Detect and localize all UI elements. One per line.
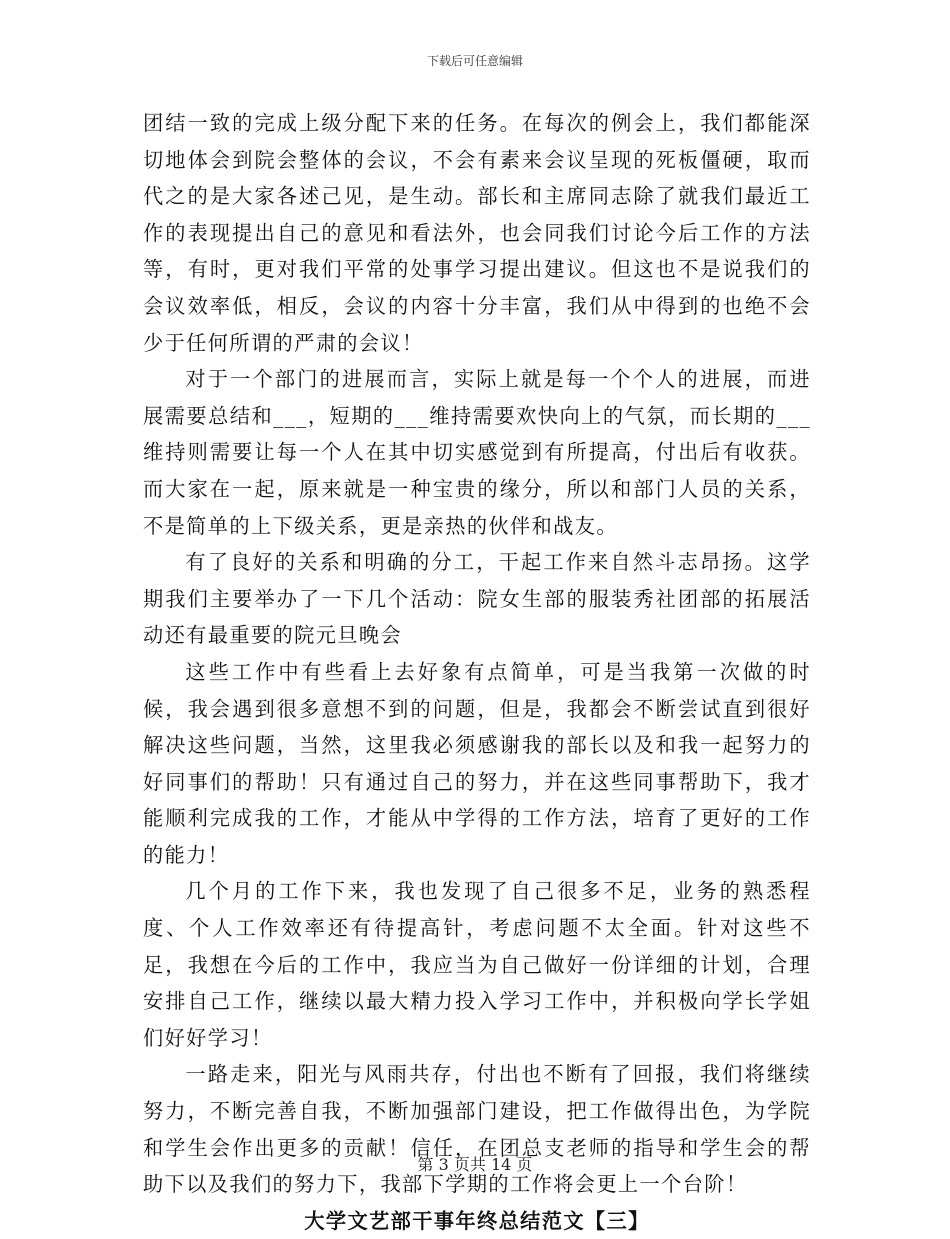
page-header: 下载后可任意编辑 (426, 54, 523, 68)
paragraph-2: 对于一个部门的进展而言，实际上就是每一个个人的进展，而进展需要总结和___，短期的___维持需要欢快向上的气氛，而长期的___维持则需要让每一个人在其中切实感觉到有所提高，付出后有收获。而大家在一起，原来就是一种宝贵的缘分，所以和部门人员的关系，不是简单的上下级关系，更是亲热的伙伴和战友。 (143, 367, 811, 538)
paragraph-4: 这些工作中有些看上去好象有点简单，可是当我第一次做的时候，我会遇到很多意想不到的问题，但是，我都会不断尝试直到很好解决这些问题，当然，这里我必须感谢我的部长以及和我一起努力的好同事们的帮助！只有通过自己的努力，并在这些同事帮助下，我才能顺利完成我的工作，才能从中学得的工作方法，培育了更好的工作的能力！ (143, 659, 811, 867)
section-title: 大学文艺部干事年终总结范文【三】 (304, 1208, 650, 1233)
paragraph-6: 一路走来，阳光与风雨共存，付出也不断有了回报，我们将继续努力，不断完善自我，不断加强部门建设，把工作做得出色，为学院和学生会作出更多的贡献！信任，在团总支老师的指导和学生会的帮助下以及我们的努力下，我部下学期的工作将会更上一个台阶！ (143, 1062, 811, 1197)
document-body (143, 105, 811, 1239)
page-number: 第 3 页共 14 页 (417, 1155, 533, 1174)
paragraph-5: 几个月的工作下来，我也发现了自己很多不足，业务的熟悉程度、个人工作效率还有待提高针，考虑问题不太全面。针对这些不足，我想在今后的工作中，我应当为自己做好一份详细的计划，合理安排自己工作，继续以最大精力投入学习工作中，并积极向学长学姐们好好学习！ (143, 879, 811, 1050)
paragraph-3: 有了良好的关系和明确的分工，干起工作来自然斗志昂扬。这学期我们主要举办了一下几个活动：院女生部的服装秀社团部的拓展活动还有最重要的院元旦晚会 (143, 550, 811, 648)
paragraph-1: 团结一致的完成上级分配下来的任务。在每次的例会上，我们都能深切地体会到院会整体的会议，不会有素来会议呈现的死板僵硬，取而代之的是大家各述己见，是生动。部长和主席同志除了就我们最近工作的表现提出自己的意见和看法外，也会同我们讨论今后工作的方法等，有时，更对我们平常的处事学习提出建议。但这也不是说我们的会议效率低，相反，会议的内容十分丰富，我们从中得到的也绝不会少于任何所谓的严肃的会议！ (143, 111, 811, 355)
